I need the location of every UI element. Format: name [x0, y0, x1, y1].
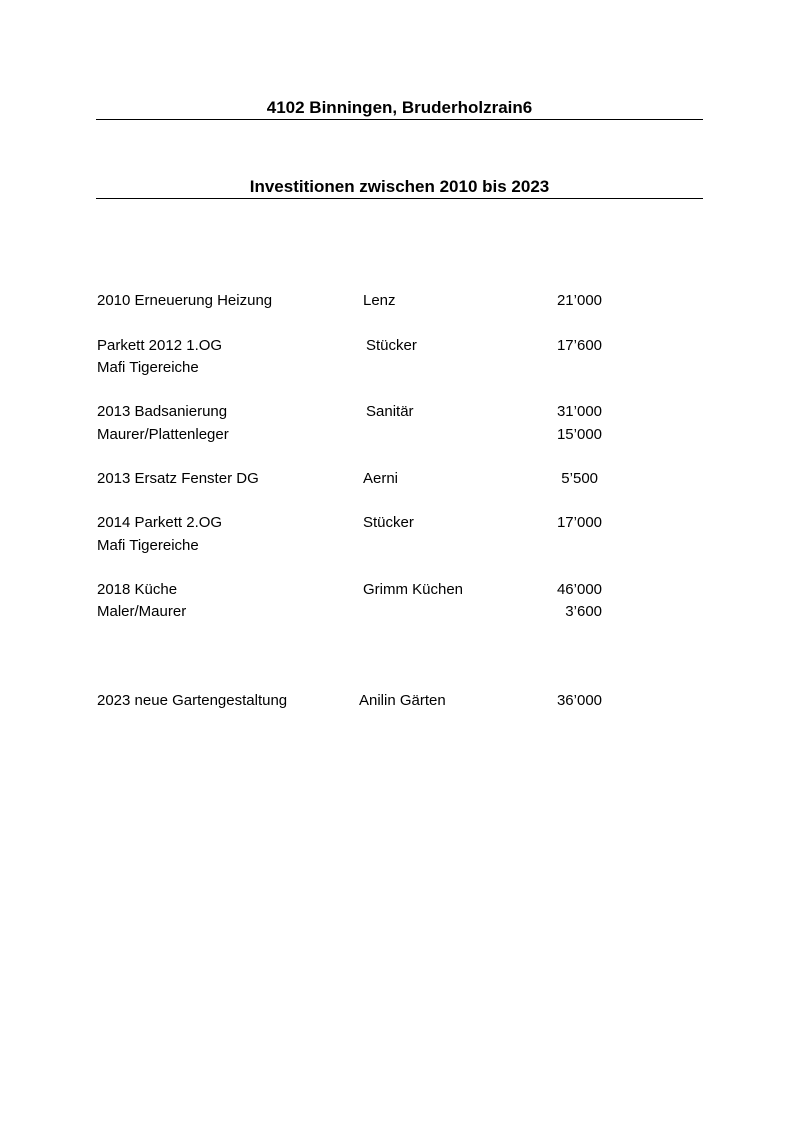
investment-description: 2018 Küche: [97, 581, 178, 598]
investment-company: Lenz: [363, 292, 396, 309]
investment-description: 2013 Badsanierung: [97, 403, 228, 420]
investment-company: Stücker: [366, 337, 417, 354]
investment-description: Mafi Tigereiche: [97, 537, 199, 554]
investment-row: [0, 536, 800, 556]
investment-amount: 36’000: [556, 692, 602, 709]
investment-amount: 17’600: [556, 337, 602, 354]
document-subtitle: Investitionen zwischen 2010 bis 2023: [249, 177, 550, 196]
investment-row: [0, 291, 800, 311]
investment-amount: 5’500: [561, 470, 598, 487]
investment-description: 2023 neue Gartengestaltung: [97, 692, 288, 709]
investment-amount: 21’000: [556, 292, 602, 309]
investment-company: Sanitär: [366, 403, 414, 420]
investment-row: [0, 691, 800, 711]
investment-description: 2010 Erneuerung Heizung: [97, 292, 273, 309]
investment-company: Anilin Gärten: [359, 692, 446, 709]
investment-company: Stücker: [363, 514, 414, 531]
investment-row: [0, 358, 800, 378]
investment-amount: 15’000: [556, 426, 602, 443]
investment-company: Grimm Küchen: [363, 581, 464, 598]
investment-row: [0, 513, 800, 533]
investment-row: [0, 402, 800, 422]
investment-amount: 17’000: [556, 514, 602, 531]
investment-amount: 46’000: [556, 581, 602, 598]
investment-description: 2014 Parkett 2.OG: [97, 514, 223, 531]
investment-amount: 3’600: [565, 603, 602, 620]
investment-company: Aerni: [363, 470, 399, 487]
document-title: 4102 Binningen, Bruderholzrain6: [266, 98, 533, 117]
investment-description: 2013 Ersatz Fenster DG: [97, 470, 259, 487]
investment-description: Maurer/Plattenleger: [97, 426, 229, 443]
investment-description: Parkett 2012 1.OG: [97, 337, 223, 354]
investment-row: [0, 336, 800, 356]
subtitle-divider: [96, 198, 703, 199]
investment-description: Maler/Maurer: [97, 603, 187, 620]
title-divider: [96, 119, 703, 120]
investment-row: [0, 469, 800, 489]
investment-row: [0, 580, 800, 600]
investment-description: Mafi Tigereiche: [97, 359, 199, 376]
investment-amount: 31’000: [556, 403, 602, 420]
investment-row: [0, 602, 800, 622]
investment-row: [0, 425, 800, 445]
